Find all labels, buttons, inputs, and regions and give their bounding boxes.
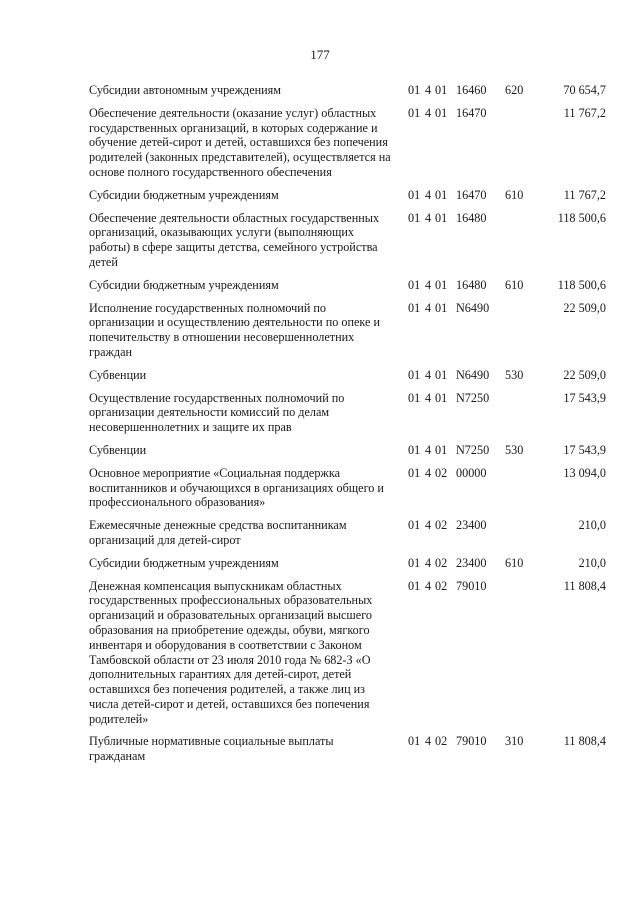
row-description: Субвенции	[89, 367, 147, 382]
table-row	[0, 278, 640, 293]
table-row	[0, 188, 640, 203]
code-program: 01	[408, 442, 421, 457]
row-description: Денежная компенсация выпускникам областных государственных профессиональных образовательных организаций и образовательных организаций высшего образования на приобретение одежды, обуви, мягкого инвентаря и оборудования в соответствии с Законом Тамбовской области от 23 июля 2010 года № 682-З «О дополнительных гарантиях для детей-сирот, детей оставшихся без попечения родителей, а также лиц из числа детей-сирот и детей, оставшихся без попечения родителей»	[89, 578, 373, 726]
code-subprogram: 4	[425, 300, 432, 315]
code-activity: 01	[435, 210, 448, 225]
code-activity: 02	[435, 465, 448, 480]
code-activity: 02	[435, 578, 448, 593]
expense-type: 620	[505, 83, 524, 97]
code-program: 01	[408, 390, 421, 405]
table-row	[0, 466, 640, 510]
code-subprogram: 4	[425, 210, 432, 225]
code-subprogram: 4	[425, 442, 432, 457]
code-program: 01	[408, 187, 421, 202]
code-direction: 16460	[456, 83, 487, 97]
code-direction: 16480	[456, 210, 487, 225]
code-direction: N6490	[456, 300, 490, 315]
amount: 210,0	[578, 555, 606, 570]
code-subprogram: 4	[425, 734, 432, 749]
row-description: Субвенции	[89, 442, 147, 457]
expense-type: 610	[505, 555, 524, 570]
table-row	[0, 106, 640, 180]
page-number: 177	[310, 47, 330, 62]
row-description: Субсидии бюджетным учреждениям	[89, 277, 279, 292]
table-row	[0, 368, 640, 383]
code-activity: 01	[435, 277, 448, 292]
code-direction: 23400	[456, 555, 487, 570]
code-subprogram: 4	[425, 578, 432, 593]
code-activity: 01	[435, 187, 448, 202]
code-direction: N7250	[456, 442, 490, 457]
row-description: Осуществление государственных полномочий по организации деятельности комиссий по делам несовершеннолетних и защите их прав	[89, 390, 345, 435]
code-program: 01	[408, 518, 421, 533]
amount: 210,0	[578, 518, 606, 533]
code-subprogram: 4	[425, 277, 432, 292]
amount: 11 767,2	[563, 105, 606, 120]
code-direction: N6490	[456, 367, 490, 382]
code-program: 01	[408, 734, 421, 749]
amount: 11 808,4	[563, 734, 606, 749]
row-description: Субсидии автономным учреждениям	[89, 83, 281, 97]
row-description: Ежемесячные денежные средства воспитанникам организаций для детей-сирот	[89, 518, 347, 547]
row-description: Субсидии бюджетным учреждениям	[89, 187, 279, 202]
expense-type: 310	[505, 734, 524, 749]
amount: 118 500,6	[557, 277, 606, 292]
code-direction: 16470	[456, 105, 487, 120]
code-program: 01	[408, 555, 421, 570]
code-direction: 79010	[456, 578, 487, 593]
code-activity: 01	[435, 442, 448, 457]
code-subprogram: 4	[425, 465, 432, 480]
code-program: 01	[408, 578, 421, 593]
table-row	[0, 734, 640, 764]
amount: 70 654,7	[563, 83, 606, 97]
code-program: 01	[408, 367, 421, 382]
table-row	[0, 301, 640, 360]
table-row	[0, 556, 640, 571]
amount: 11 808,4	[563, 578, 606, 593]
code-program: 01	[408, 210, 421, 225]
code-program: 01	[408, 83, 421, 97]
expense-type: 530	[505, 442, 524, 457]
code-activity: 01	[435, 105, 448, 120]
table-row	[0, 83, 640, 98]
code-direction: 00000	[456, 465, 487, 480]
code-direction: N7250	[456, 390, 490, 405]
code-direction: 16480	[456, 277, 487, 292]
code-activity: 02	[435, 734, 448, 749]
amount: 118 500,6	[557, 210, 606, 225]
expense-type: 610	[505, 277, 524, 292]
amount: 17 543,9	[563, 390, 606, 405]
code-activity: 01	[435, 83, 448, 97]
code-program: 01	[408, 465, 421, 480]
row-description: Публичные нормативные социальные выплаты гражданам	[89, 734, 334, 764]
code-direction: 23400	[456, 518, 487, 533]
code-activity: 02	[435, 555, 448, 570]
code-subprogram: 4	[425, 105, 432, 120]
table-row	[0, 579, 640, 727]
amount: 17 543,9	[563, 442, 606, 457]
budget-table	[0, 83, 640, 772]
table-row	[0, 391, 640, 435]
expense-type: 530	[505, 367, 524, 382]
code-subprogram: 4	[425, 518, 432, 533]
table-row	[0, 518, 640, 548]
code-direction: 16470	[456, 187, 487, 202]
code-subprogram: 4	[425, 187, 432, 202]
row-description: Обеспечение деятельности (оказание услуг) областных государственных организаций, в которых содержание и обучение детей-сирот и детей, оставшихся без попечения родителей (законных представителей), осуществляется на основе полного государственного обеспечения	[89, 105, 391, 179]
code-subprogram: 4	[425, 390, 432, 405]
row-description: Основное мероприятие «Социальная поддержка воспитанников и обучающихся в организациях общего и профессионального образования»	[89, 465, 384, 510]
code-direction: 79010	[456, 734, 487, 749]
code-activity: 01	[435, 390, 448, 405]
table-row	[0, 211, 640, 270]
expense-type: 610	[505, 187, 524, 202]
code-activity: 02	[435, 518, 448, 533]
code-activity: 01	[435, 367, 448, 382]
code-program: 01	[408, 300, 421, 315]
table-row	[0, 443, 640, 458]
row-description: Обеспечение деятельности областных государственных организаций, оказывающих услуги (выполняющих работы) в сфере защиты детства, семейного устройства детей	[89, 210, 380, 269]
amount: 11 767,2	[563, 187, 606, 202]
code-subprogram: 4	[425, 367, 432, 382]
amount: 13 094,0	[563, 465, 606, 480]
amount: 22 509,0	[563, 367, 606, 382]
row-description: Субсидии бюджетным учреждениям	[89, 555, 279, 570]
code-subprogram: 4	[425, 83, 432, 97]
amount: 22 509,0	[563, 300, 606, 315]
code-activity: 01	[435, 300, 448, 315]
code-program: 01	[408, 105, 421, 120]
code-subprogram: 4	[425, 555, 432, 570]
code-program: 01	[408, 277, 421, 292]
row-description: Исполнение государственных полномочий по организации и осуществлению деятельности по опеке и попечительству в отношении несовершеннолетних граждан	[89, 300, 381, 359]
